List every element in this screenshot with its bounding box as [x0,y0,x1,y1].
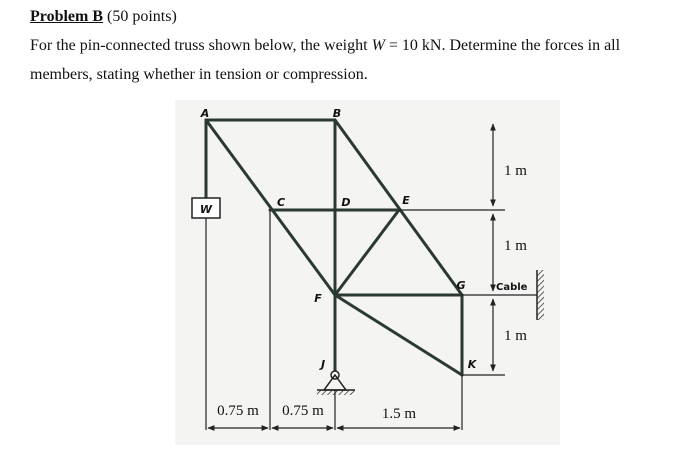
weight-label: W [199,203,213,216]
dim-label-left-2: 0.75 m [282,403,324,419]
problem-text [30,6,690,89]
problem-heading [30,6,690,28]
dim-label-bottom-right: 1.5 m [381,406,417,422]
statement-text-3: members, stating whether in tension or compression. [30,66,368,83]
figure-background [175,100,560,445]
truss-figure [175,100,560,445]
joint-label-a: A [200,107,210,120]
dim-label-right-top: 1 m [504,163,527,179]
joint-label-c: C [276,196,286,209]
statement-variable: W [371,37,385,54]
wall-hatch [537,270,544,320]
joint-label-e: E [402,194,410,207]
problem-title: Problem B [30,8,104,25]
joint-label-k: K [467,358,477,371]
problem-points: (50 points) [107,8,177,25]
statement-text-1: For the pin-connected truss shown below, the weight [30,37,372,54]
dim-label-left-1: 0.75 m [217,403,259,419]
joint-label-d: D [341,196,351,209]
joint-label-b: B [332,107,342,120]
dim-label-right-mid: 1 m [504,238,527,254]
problem-statement [30,31,690,89]
cable-label: Cable [496,282,528,293]
joint-label-f: F [314,292,322,305]
statement-text-2: = 10 kN. Determine the forces in all [384,37,621,54]
joint-label-j: J [320,358,326,371]
joint-label-g: G [456,279,466,292]
truss-diagram [175,100,560,445]
dim-label-right-bottom: 1 m [504,328,527,344]
